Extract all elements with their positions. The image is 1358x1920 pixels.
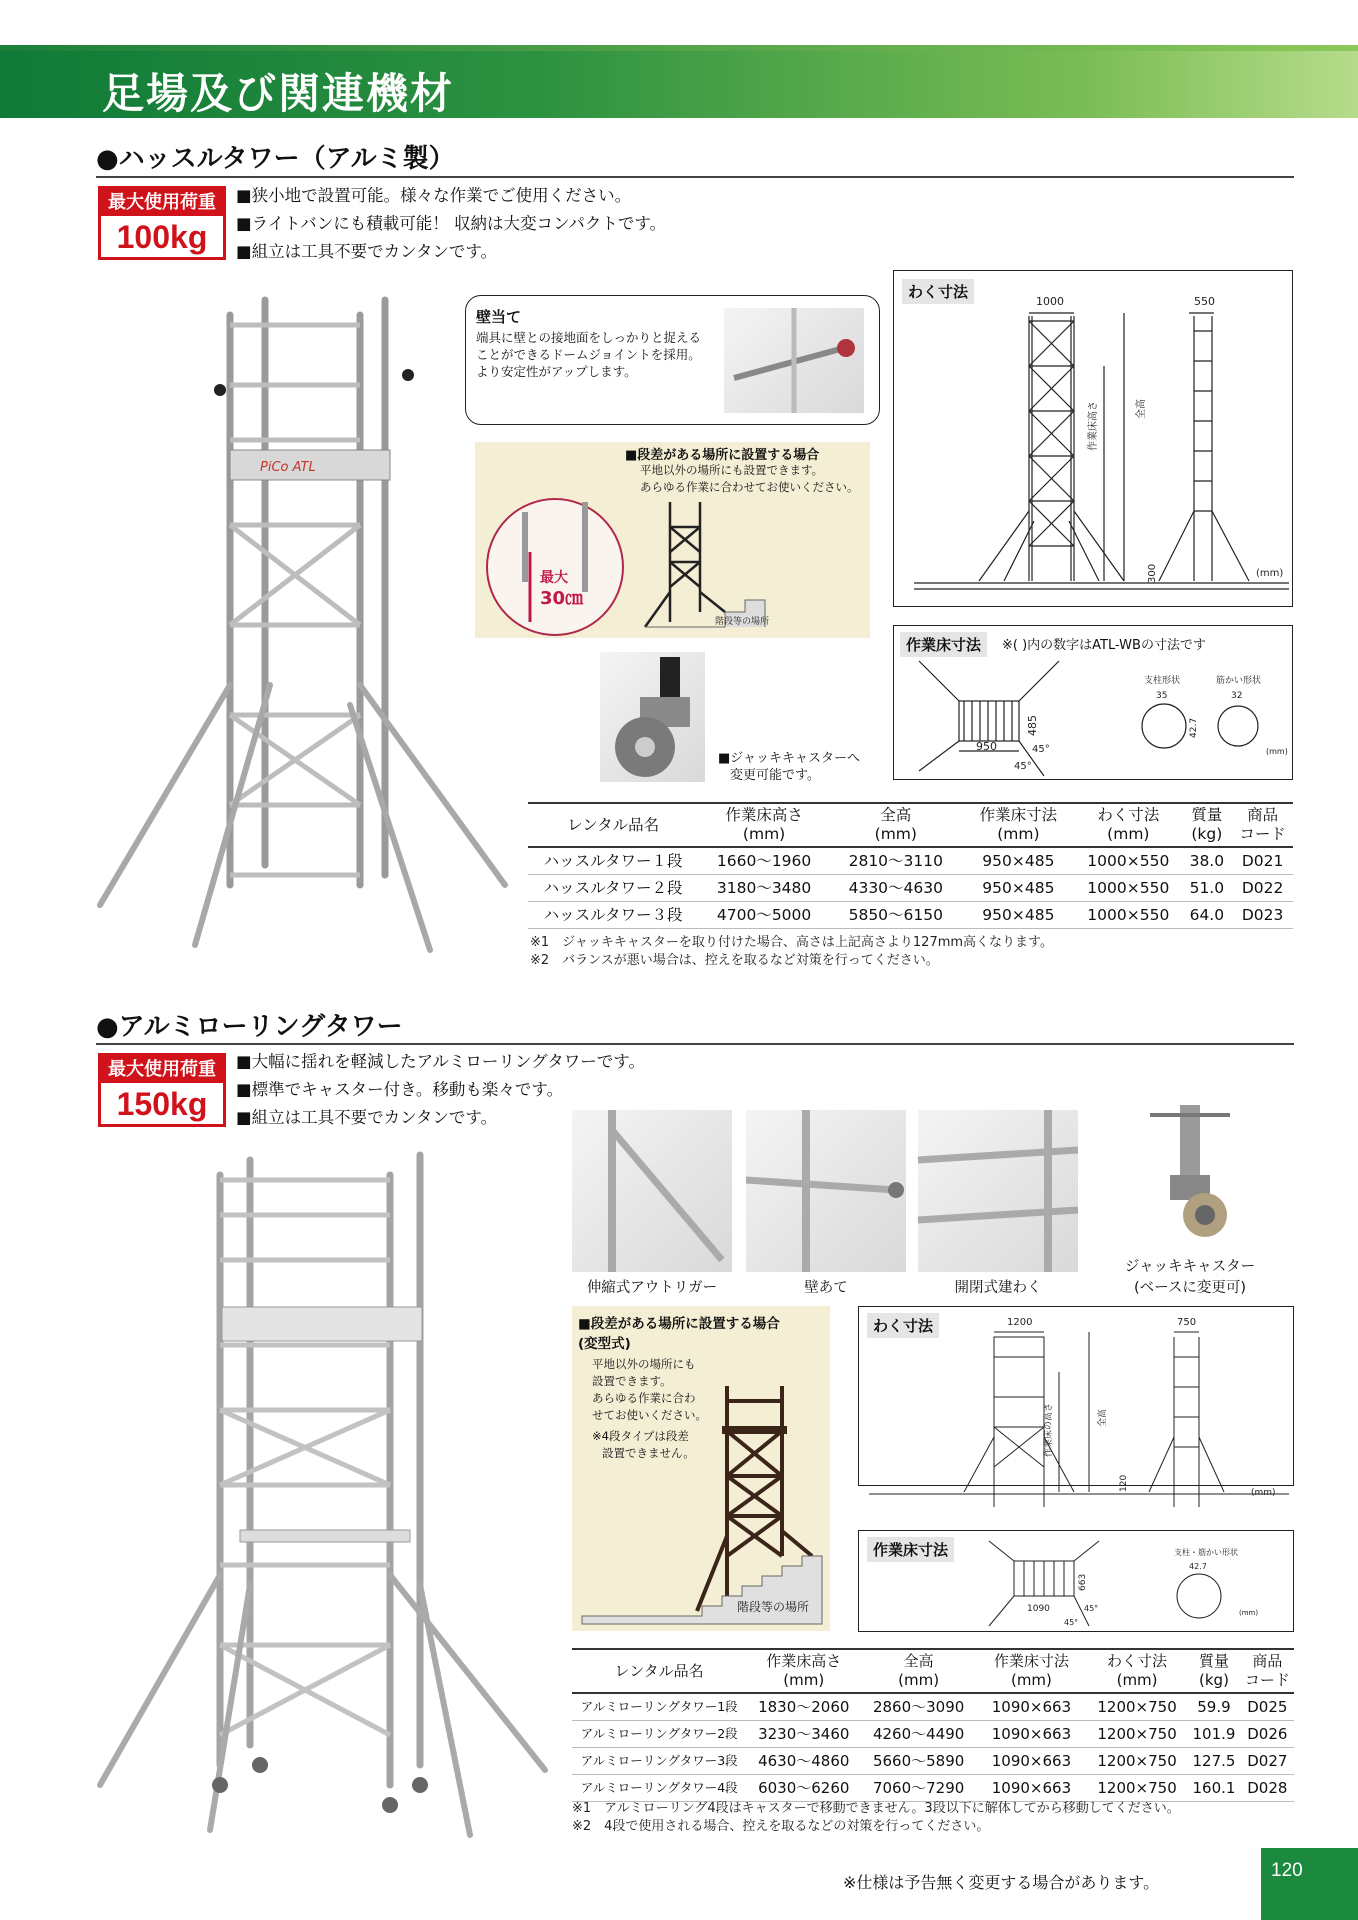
table-header [1241, 1648, 1294, 1694]
floor-angle2: 45° [1014, 761, 1032, 772]
table-cell: ハッスルタワー３段 [528, 902, 698, 929]
header-unit: (mm) [742, 825, 786, 843]
bullet-item: ■狭小地で設置可能。様々な作業でご使用ください。 [236, 186, 632, 205]
table-row [572, 1775, 1294, 1802]
frame-dimension-box [893, 270, 1293, 607]
frame-dimension-drawing-2 [859, 1307, 1295, 1498]
table-header-row [572, 1648, 1294, 1694]
step-illustration-2 [572, 1306, 830, 1631]
note-line: ※2 4段で使用される場合、控えを取るなどの対策を行ってください。 [572, 1819, 990, 1834]
table-header [698, 802, 830, 848]
callout-line: より安定性がアップします。 [476, 364, 637, 379]
header-unit: コード [1239, 825, 1286, 843]
caption-line: ジャッキキャスター [1124, 1259, 1256, 1275]
hassle-tower-spec-table [528, 802, 1293, 929]
table-cell: 5660～5890 [861, 1748, 976, 1775]
frame-unit: (mm) [1251, 1488, 1276, 1498]
header-unit: (mm) [1116, 1671, 1158, 1689]
step-note-line: ※4段タイプは段差 [592, 1429, 689, 1443]
frame-width1: 1000 [1036, 295, 1064, 308]
table-cell: 1660～1960 [698, 848, 830, 875]
floor-d2: 1090 [1027, 1604, 1050, 1614]
table-cell: 950×485 [962, 902, 1075, 929]
brace-size: 32 [1231, 691, 1243, 701]
step-max-label: 最大 [540, 570, 568, 586]
table-cell: 950×485 [962, 848, 1075, 875]
table-cell: 1090×663 [976, 1694, 1087, 1721]
table-header [830, 802, 962, 848]
table-cell: 1000×550 [1075, 902, 1181, 929]
section2-notes [572, 1800, 1180, 1836]
step-sub: (変型式) [578, 1336, 631, 1352]
table-row [528, 902, 1293, 929]
table-cell: 4630～4860 [746, 1748, 861, 1775]
table-cell: 101.9 [1187, 1721, 1240, 1748]
step-line: あらゆる作業に合わ [592, 1391, 696, 1405]
header-text: 質量 [1191, 806, 1223, 824]
table-row [572, 1721, 1294, 1748]
lower-platform [240, 1530, 410, 1542]
table-cell: 950×485 [962, 875, 1075, 902]
header-text: 商品 [1252, 1652, 1283, 1670]
table-cell: 3180～3480 [698, 875, 830, 902]
floor-dimension-tag: 作業床寸法 [900, 632, 987, 657]
table-header [1187, 1648, 1240, 1694]
table-cell: 1000×550 [1075, 848, 1181, 875]
header-text: わく寸法 [1107, 1652, 1168, 1670]
header-text: 作業床高さ [725, 806, 803, 824]
table-header [1087, 1648, 1188, 1694]
header-unit: (mm) [1107, 825, 1150, 843]
table-cell: D025 [1241, 1694, 1294, 1721]
frame-width1: 1200 [1007, 1317, 1033, 1328]
step-max-value: 30㎝ [540, 588, 584, 609]
floor-angle1: 45° [1084, 1604, 1099, 1613]
jack-caster-photo-2 [1130, 1095, 1250, 1245]
table-cell: D026 [1241, 1721, 1294, 1748]
section1-load-badge [98, 186, 226, 260]
page-header [0, 51, 1358, 118]
total-height-label: 全高 [1136, 399, 1147, 419]
table-row [572, 1694, 1294, 1721]
step-placement-box-2 [572, 1306, 830, 1631]
step-title: ■段差がある場所に設置する場合 [625, 448, 820, 463]
table-cell: 1090×663 [976, 1721, 1087, 1748]
table-cell: アルミローリングタワー2段 [572, 1721, 746, 1748]
table-cell: 5850～6150 [830, 902, 962, 929]
section1-bullets [236, 182, 666, 266]
table-cell: 51.0 [1182, 875, 1233, 902]
base-height: 300 [1147, 563, 1158, 583]
post-shape-label: 支柱形状 [1144, 676, 1181, 686]
table-row [528, 875, 1293, 902]
header-text: 作業床高さ [766, 1652, 842, 1670]
step-line: 平地以外の場所にも設置できます。 [640, 463, 824, 477]
table-cell: 160.1 [1187, 1775, 1240, 1802]
brand-label: PiCo ATL [260, 460, 316, 475]
table-cell: 1200×750 [1087, 1748, 1188, 1775]
table-cell: 64.0 [1182, 902, 1233, 929]
section2-rule [96, 1043, 1294, 1045]
section2-title: ●アルミローリングタワー [96, 1012, 403, 1042]
table-header [1232, 802, 1293, 848]
footer-disclaimer: ※仕様は予告無く変更する場合があります。 [843, 1873, 1160, 1892]
table-cell: D022 [1232, 875, 1293, 902]
photo-caption-wall-guard: 壁あて [804, 1280, 848, 1296]
step-place-label: 階段等の場所 [715, 617, 770, 627]
table-cell: D023 [1232, 902, 1293, 929]
header-unit: (kg) [1199, 1671, 1229, 1689]
header-text: わく寸法 [1097, 806, 1160, 824]
wall-contact-photo [724, 308, 864, 413]
table-header [962, 802, 1075, 848]
total-height-label: 全高 [1098, 1408, 1108, 1427]
table-header [976, 1648, 1087, 1694]
post-shape-label: 支柱・筋かい形状 [1174, 1548, 1238, 1557]
brace-shape-label: 筋かい形状 [1216, 676, 1262, 686]
step-illustration [485, 472, 865, 638]
step-line: 設置できます。 [592, 1374, 672, 1388]
post-size: 42.7 [1189, 1562, 1207, 1571]
table-cell: 4700～5000 [698, 902, 830, 929]
rolling-tower-image [90, 1145, 560, 1845]
header-text: 質量 [1198, 1652, 1229, 1670]
note-line: ※1 ジャッキキャスターを取り付けた場合、高さは上記高さより127mm高くなります。 [530, 935, 1054, 950]
frame-dimension-box-2 [858, 1306, 1294, 1498]
frame-width2: 750 [1177, 1317, 1197, 1328]
wall-guard-photo [746, 1110, 906, 1272]
frame-unit: (mm) [1256, 568, 1284, 579]
table-cell: ハッスルタワー２段 [528, 875, 698, 902]
table-cell: 1200×750 [1087, 1775, 1188, 1802]
table-cell: D027 [1241, 1748, 1294, 1775]
post-size: 35 [1156, 691, 1168, 701]
table-cell: D028 [1241, 1775, 1294, 1802]
table-cell: アルミローリングタワー1段 [572, 1694, 746, 1721]
floor-d1: 485 [1026, 715, 1039, 736]
work-platform [222, 1307, 422, 1341]
frame-dimension-drawing [894, 271, 1294, 608]
caster-line: 変更可能です。 [730, 768, 820, 783]
header-text: レンタル品名 [567, 815, 660, 834]
header-text: 作業床寸法 [993, 1652, 1069, 1670]
section1-notes [530, 934, 1053, 970]
photo-caption-jack-caster [1120, 1255, 1260, 1297]
caster-text [718, 750, 860, 784]
note-line: ※2 バランスが悪い場合は、控えを取るなど対策を行ってください。 [530, 953, 939, 968]
header-text: 作業床寸法 [979, 806, 1058, 824]
table-header [861, 1648, 976, 1694]
table-cell: 127.5 [1187, 1748, 1240, 1775]
table-cell: 38.0 [1182, 848, 1233, 875]
table-cell: アルミローリングタワー3段 [572, 1748, 746, 1775]
step-line: 平地以外の場所にも [592, 1357, 696, 1371]
table-header [528, 802, 698, 848]
frame-dimension-tag: わく寸法 [867, 1313, 939, 1338]
bullet-item: ■標準でキャスター付き。移動も楽々です。 [236, 1080, 564, 1099]
floor-angle1: 45° [1032, 744, 1050, 755]
badge-label: 最大使用荷重 [101, 189, 223, 216]
floor-height-label: 作業床の高さ [1044, 1402, 1054, 1457]
badge-value: 150kg [116, 1086, 208, 1122]
section1-rule [96, 176, 1294, 178]
table-cell: 1090×663 [976, 1775, 1087, 1802]
table-header [746, 1648, 861, 1694]
header-text: 全高 [880, 806, 912, 824]
table-cell: 1200×750 [1087, 1694, 1188, 1721]
floor-dimension-tag: 作業床寸法 [867, 1537, 954, 1562]
header-text: 全高 [903, 1652, 934, 1670]
header-unit: (kg) [1191, 825, 1223, 843]
floor-dimension-drawing-2 [859, 1531, 1295, 1633]
jack-caster-photo [600, 652, 705, 782]
badge-label: 最大使用荷重 [101, 1056, 223, 1083]
table-cell: 6030～6260 [746, 1775, 861, 1802]
floor-dimension-box-2 [858, 1530, 1294, 1632]
photo-caption-folding-frame: 開閉式建わく [954, 1280, 1042, 1296]
callout-line: ことができるドームジョイントを採用。 [476, 347, 701, 362]
header-unit: コード [1244, 1671, 1290, 1689]
caster-line: ■ジャッキキャスターへ [718, 751, 861, 766]
header-unit: (mm) [783, 1671, 825, 1689]
floor-d2: 950 [976, 740, 997, 753]
floor-height-label: 作業床高さ [1088, 401, 1099, 451]
step-title: ■段差がある場所に設置する場合 [578, 1316, 780, 1332]
page-number: 120 [1261, 1848, 1358, 1920]
post-height: 42.7 [1189, 717, 1199, 738]
floor-unit: (mm) [1266, 747, 1288, 756]
table-cell: 1000×550 [1075, 875, 1181, 902]
table-cell: 7060～7290 [861, 1775, 976, 1802]
table-header [572, 1648, 746, 1694]
bullet-item: ■ライトバンにも積載可能！ 収納は大変コンパクトです。 [236, 214, 667, 233]
callout-text [476, 329, 701, 380]
section2-load-badge [98, 1053, 226, 1127]
page-title: 足場及び関連機材 [102, 69, 455, 118]
floor-d1: 663 [1078, 1573, 1088, 1591]
table-header [1182, 802, 1233, 848]
table-cell: 2810～3110 [830, 848, 962, 875]
step-note-line: 設置できません。 [602, 1446, 695, 1460]
callout-line: 端具に壁との接地面をしっかりと捉える [476, 330, 702, 345]
step-line: せてお使いください。 [592, 1408, 707, 1422]
table-cell: 59.9 [1187, 1694, 1240, 1721]
floor-unit: (mm) [1239, 1609, 1259, 1617]
table-cell: D021 [1232, 848, 1293, 875]
table-row [572, 1748, 1294, 1775]
table-cell: 1200×750 [1087, 1721, 1188, 1748]
floor-dimension-note: ※( )内の数字はATL-WBの寸法です [1002, 638, 1206, 653]
step-place-label: 階段等の場所 [737, 1600, 810, 1614]
table-cell: 3230～3460 [746, 1721, 861, 1748]
table-cell: 1830～2060 [746, 1694, 861, 1721]
rolling-tower-spec-table [572, 1648, 1294, 1802]
step-placement-box [475, 442, 870, 638]
wall-contact-callout [465, 295, 880, 425]
table-cell: 1090×663 [976, 1748, 1087, 1775]
outrigger-photo [572, 1110, 732, 1272]
frame-dimension-tag: わく寸法 [902, 279, 974, 304]
table-row [528, 848, 1293, 875]
table-cell: 4330～4630 [830, 875, 962, 902]
table-cell: 4260～4490 [861, 1721, 976, 1748]
frame-width2: 550 [1194, 295, 1215, 308]
section1-title: ●ハッスルタワー（アルミ製） [96, 144, 455, 174]
step-line: あらゆる作業に合わせてお使いください。 [640, 480, 859, 494]
header-unit: (mm) [1010, 1671, 1052, 1689]
table-cell: 2860～3090 [861, 1694, 976, 1721]
header-unit: (mm) [874, 825, 917, 843]
bullet-item: ■組立は工具不要でカンタンです。 [236, 1108, 498, 1127]
header-unit: (mm) [997, 825, 1040, 843]
table-cell: ハッスルタワー１段 [528, 848, 698, 875]
header-text: レンタル品名 [614, 1661, 704, 1680]
bullet-item: ■組立は工具不要でカンタンです。 [236, 242, 498, 261]
header-text: 商品 [1247, 806, 1279, 824]
callout-title: 壁当て [476, 308, 522, 326]
table-header-row [528, 802, 1293, 848]
base-height: 120 [1119, 1474, 1129, 1492]
floor-angle2: 45° [1064, 1618, 1079, 1627]
header-unit: (mm) [898, 1671, 940, 1689]
badge-value: 100kg [116, 219, 208, 255]
photo-caption-outrigger: 伸縮式アウトリガー [586, 1280, 718, 1296]
bullet-item: ■大幅に揺れを軽減したアルミローリングタワーです。 [236, 1052, 645, 1071]
caption-line: (ベースに変更可) [1133, 1280, 1247, 1296]
table-cell: アルミローリングタワー4段 [572, 1775, 746, 1802]
floor-dimension-box [893, 625, 1293, 780]
floor-dimension-drawing [894, 626, 1294, 781]
hassle-tower-image [90, 285, 520, 965]
table-header [1075, 802, 1181, 848]
folding-frame-photo [918, 1110, 1078, 1272]
note-line: ※1 アルミローリング4段はキャスターで移動できません。3段以下に解体してから移動してください。 [572, 1801, 1180, 1816]
